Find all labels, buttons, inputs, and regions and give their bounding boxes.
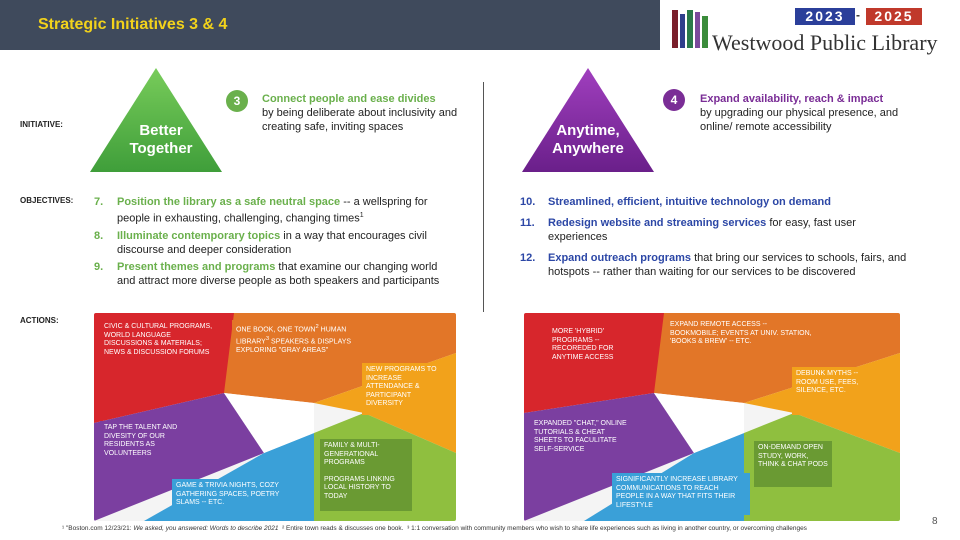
action-expand-remote: EXPAND REMOTE ACCESS -- BOOKMOBILE; EVENTS AT UNIV. STATION, 'BOOKS & BREW' -- ETC. [666,318,818,352]
initiative-4-description [700,92,910,134]
initiative-3-number: 3 [226,90,248,112]
actions-left-graphic [94,313,456,521]
actions-right-graphic [524,313,900,521]
triangle-3-line2: Together [129,140,193,157]
action-debunk-myths: DEBUNK MYTHS -- ROOM USE, FEES, SILENCE, ETC. [792,367,874,415]
triangle-4-line1: Anytime, [556,122,620,139]
objective-7: 7. Position the library as a safe neutral space -- a wellspring for people in exhausting, challenging, changing times$^1$ [94,196,428,225]
initiative-3-description [262,92,462,134]
year-dash: - [856,8,860,22]
initiative-3-body: by being deliberate about inclusivity and creating safe, inviting spaces [262,107,458,133]
year-start-badge: 2023 [795,8,855,25]
action-expanded-chat: EXPANDED "CHAT," ONLINE TUTORIALS & CHEAT SHEETS TO FACULITATE SELF-SERVICE [530,417,636,471]
page-number: 8 [932,516,938,527]
label-initiative: INITIATIVE: [20,120,63,129]
initiative-4-body: by upgrading our physical presence, and online/ remote accessibility [700,107,899,133]
label-objectives: OBJECTIVES: [20,196,74,205]
objective-9: 9. Present themes and programs that examine our changing world and attract more diverse people as both speakers and participants [94,260,440,287]
page-title: Strategic Initiatives 3 & 4 [38,16,228,33]
action-family-programs: FAMILY & MULTI-GENERATIONAL PROGRAMS PROGRAMS LINKING LOCAL HISTORY TO TODAY [320,439,412,511]
library-name: Westwood Public Library [712,30,938,55]
action-tap-talent: TAP THE TALENT AND DIVESITY OF OUR RESIDENTS AS VOLUNTEERS [100,421,196,469]
objectives-left-list [94,195,444,288]
objective-8: 8. Illuminate contemporary topics in a way that encourages civil discourse and deeper consideration [94,229,427,256]
action-hybrid-programs: MORE 'HYBRID' PROGRAMS -- RECOREDED FOR ANYTIME ACCESS [548,325,630,381]
initiative-4-headline: Expand availability, reach & impact [700,93,884,105]
footnote: ¹ "Boston.com 12/23/21: We asked, you answered: Words to describe 2021 ² Entire town reads & discusses one book. ³ 1:1 conversation with community members who wish to share life experiences such as living in another country, or overcoming challenges [62,525,807,532]
objectives-right-list [520,195,910,279]
action-game-trivia: GAME & TRIVIA NIGHTS, COZY GATHERING SPACES, POETRY SLAMS -- ETC. [172,479,300,515]
action-library-communications: SIGNIFICANTLY INCREASE LIBRARY COMMUNICATIONS TO REACH PEOPLE IN A WAY THAT FITS THEIR LIFESTYLE [612,473,750,515]
triangle-4-text [535,122,641,158]
initiative-4-number: 4 [663,89,685,111]
initiative-3-headline: Connect people and ease divides [262,93,436,105]
action-civic-cultural: CIVIC & CULTURAL PROGRAMS, WORLD LANGUAGE DISCUSSIONS & MATERIALS; NEWS & DISCUSSION FORUMS [100,320,222,384]
triangle-3-text [108,122,214,158]
action-one-book: ONE BOOK, ONE TOWN$^2$ HUMAN LIBRARY$^3$ SPEAKERS & DISPLAYS EXPLORING "GRAY AREAS" [232,320,362,364]
objective-10: 10. Streamlined, efficient, intuitive technology on demand [520,196,831,208]
column-divider [483,82,484,312]
action-on-demand-pods: ON-DEMAND OPEN STUDY, WORK, THINK & CHAT PODS [754,441,832,487]
triangle-4-line2: Anywhere [552,140,624,157]
triangle-3-line1: Better [139,122,183,139]
objective-12: 12. Expand outreach programs that bring our services to schools, fairs, and hotspots -- rather than waiting for our services to be discovered [520,252,907,278]
year-end-badge: 2025 [866,8,922,25]
label-actions: ACTIONS: [20,316,59,325]
action-new-programs: NEW PROGRAMS TO INCREASE ATTENDANCE & PARTICIPANT DIVERSITY [362,363,444,415]
objective-11: 11. Redesign website and streaming services for easy, fast user experiences [520,217,856,243]
